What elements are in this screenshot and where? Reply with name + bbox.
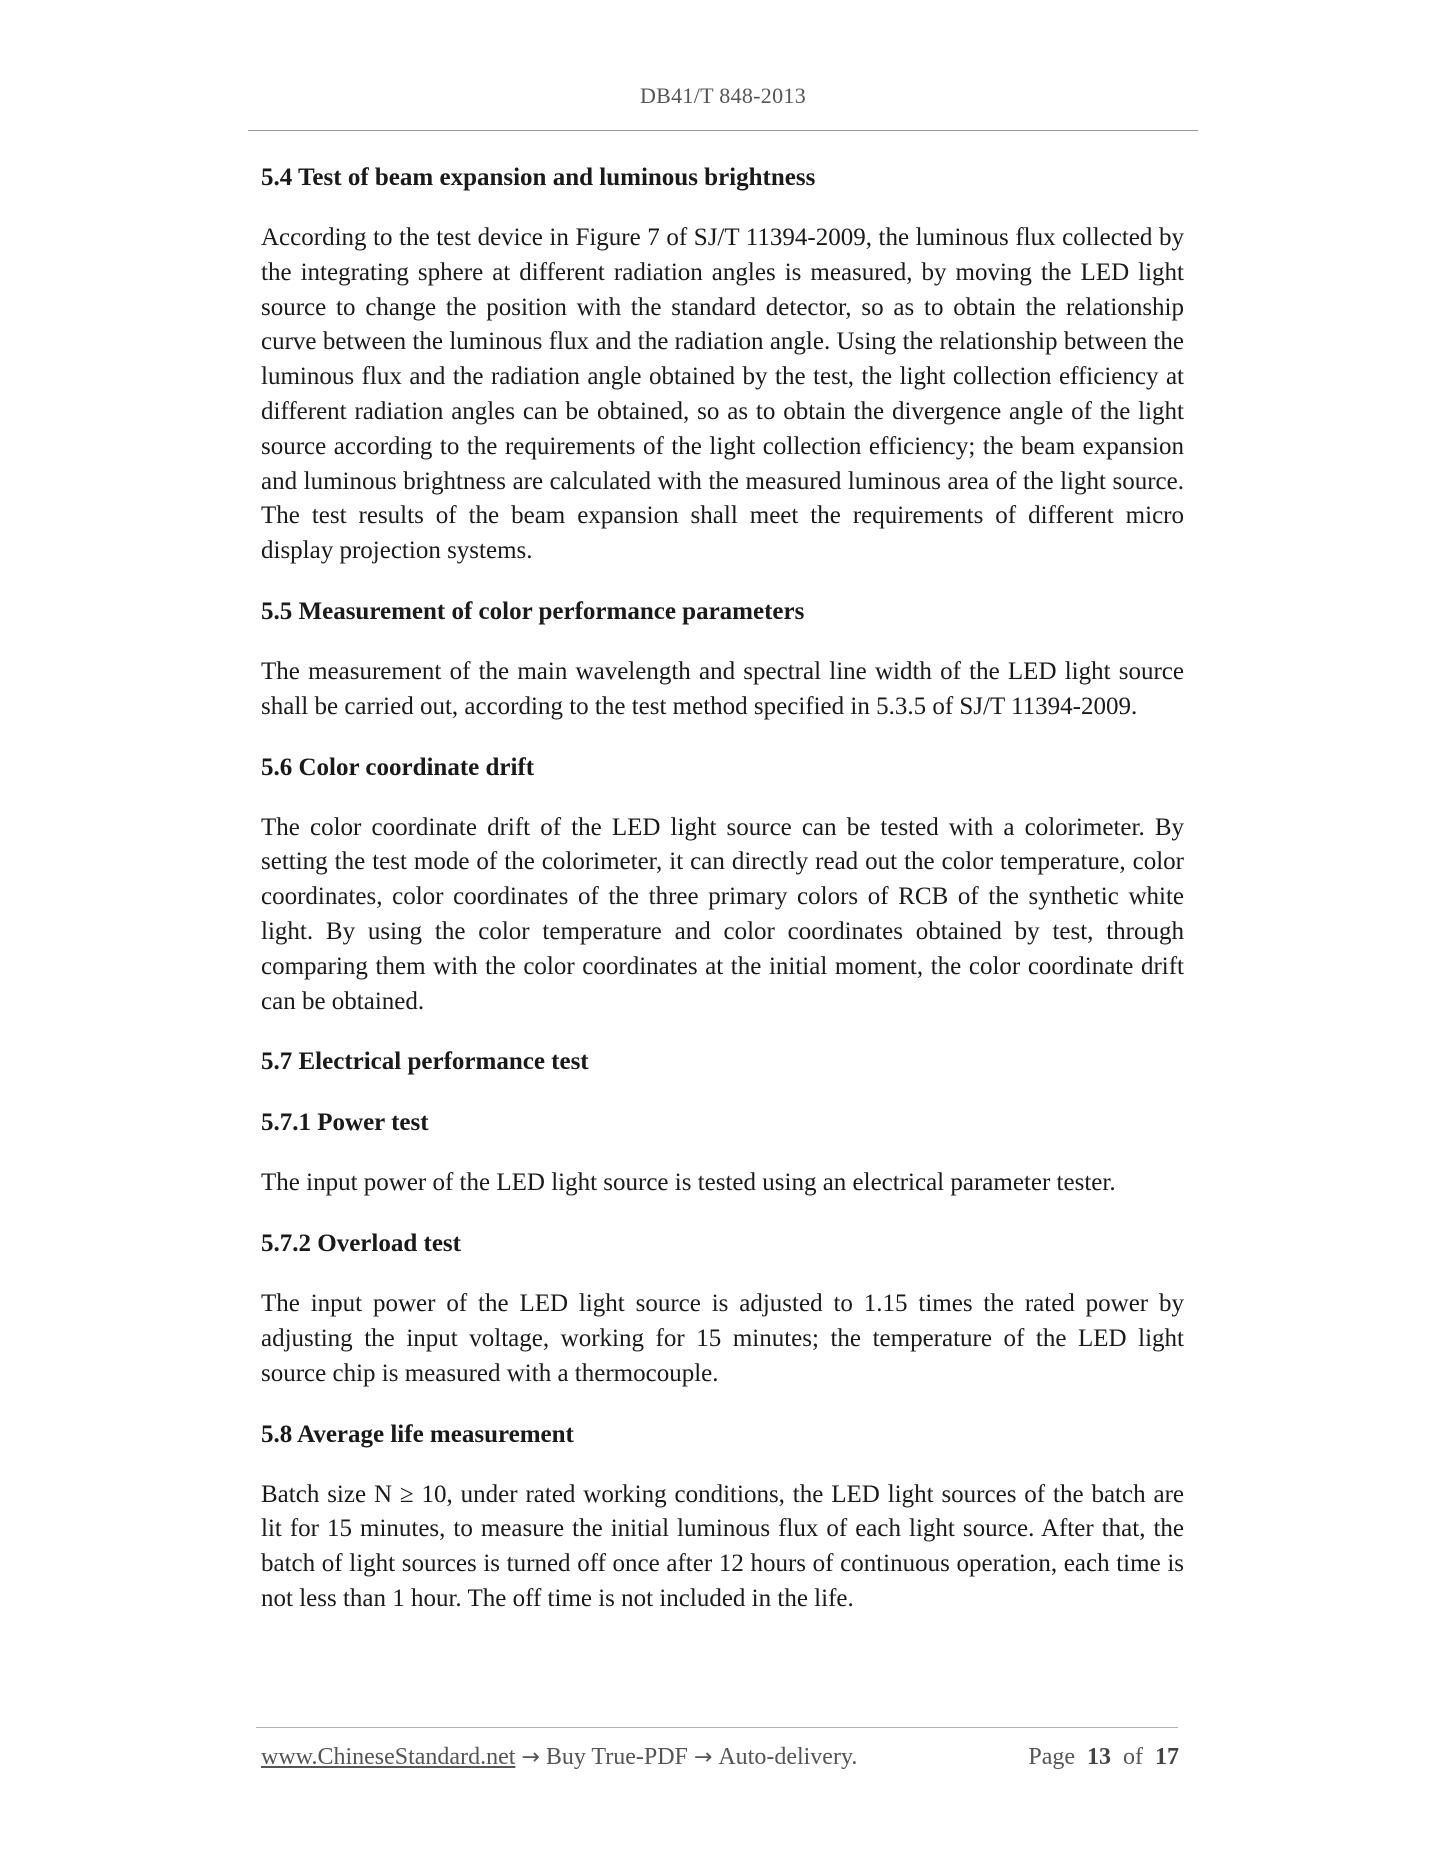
right-arrow-icon: →	[521, 1745, 540, 1770]
section-heading-5-7: 5.7 Electrical performance test	[261, 1048, 589, 1076]
section-heading-5-7-2: 5.7.2 Overload test	[261, 1230, 461, 1258]
section-heading-5-5: 5.5 Measurement of color performance parameters	[261, 597, 805, 625]
document-body	[261, 160, 1184, 1617]
section-text-5-4: According to the test device in Figure 7 of SJ/T 11394-2009, the luminous flux collected by the integrating sphere at different radiation angles is measured, by moving the LED light source to change the position with the standard detector, so as to obtain the relationship curve between the luminous flux and the radiation angle. Using the relationship between the luminous flux and the radiation angle obtained by the test, the light collection efficiency at different radiation angles can be obtained, so as to obtain the divergence angle of the light source according to the requirements of the light collection efficiency; the beam expansion and luminous brightness are calculated with the measured luminous area of the light source. The test results of the beam expansion shall meet the requirements of different micro display projection systems.	[261, 224, 1184, 565]
document-id-header: DB41/T 848-2013	[639, 83, 807, 108]
section-text-5-6: The color coordinate drift of the LED light source can be tested with a colorimeter. By setting the test mode of the colorimeter, it can directly read out the color temperature, color coordinates, color coordinates of the three primary colors of RCB of the synthetic white light. By using the color temperature and color coordinates obtained by test, through comparing them with the color coordinates at the initial moment, the color coordinate drift can be obtained.	[261, 813, 1184, 1015]
section-text-5-7-2: The input power of the LED light source is adjusted to 1.15 times the rated power by adjusting the input voltage, working for 15 minutes; the temperature of the LED light source chip is measured with a thermocouple.	[261, 1290, 1184, 1387]
footer-promo	[261, 1744, 857, 1771]
buy-true-pdf-text: Buy True-PDF	[545, 1744, 688, 1770]
page-current: 13	[1087, 1744, 1111, 1770]
right-arrow-icon: →	[693, 1745, 713, 1770]
page-footer	[261, 1744, 1179, 1771]
page-of-label: of	[1123, 1744, 1143, 1770]
section-heading-5-6: 5.6 Color coordinate drift	[261, 753, 535, 781]
website-link[interactable]: www.ChineseStandard.net	[261, 1744, 516, 1770]
header-divider	[248, 130, 1198, 131]
footer-divider	[256, 1727, 1178, 1728]
auto-delivery-text: Auto-delivery.	[718, 1744, 858, 1770]
page-label: Page	[1028, 1744, 1075, 1770]
section-text-5-7-1: The input power of the LED light source is tested using an electrical parameter tester.	[261, 1169, 1116, 1197]
page-number	[1028, 1744, 1179, 1771]
page-total: 17	[1155, 1744, 1179, 1770]
section-text-5-8: Batch size N ≥ 10, under rated working conditions, the LED light sources of the batch are lit for 15 minutes, to measure the initial luminous flux of each light source. After that, the batch of light sources is turned off once after 12 hours of continuous operation, each time is not less than 1 hour. The off time is not included in the life.	[261, 1480, 1184, 1612]
section-heading-5-8: 5.8 Average life measurement	[261, 1420, 574, 1448]
section-heading-5-4: 5.4 Test of beam expansion and luminous brightness	[261, 164, 816, 191]
section-heading-5-7-1: 5.7.1 Power test	[261, 1109, 429, 1137]
section-text-5-5: The measurement of the main wavelength and spectral line width of the LED light source shall be carried out, according to the test method specified in 5.3.5 of SJ/T 11394-2009.	[261, 657, 1184, 720]
